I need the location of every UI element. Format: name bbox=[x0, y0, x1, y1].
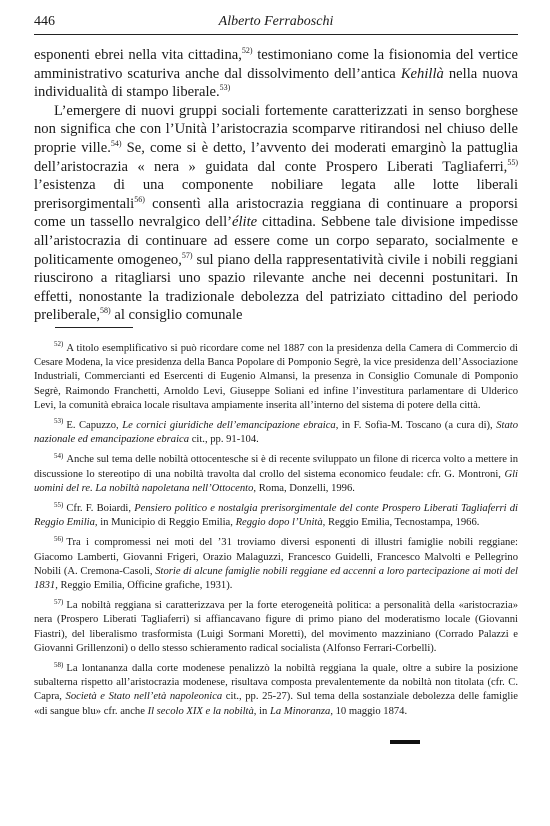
text-run: l’esistenza di una componente nobiliare legata alle lotte liberali prerisorgimentali bbox=[34, 177, 518, 212]
text-run: , Reggio Emilia, Tecnostampa, 1966. bbox=[322, 517, 480, 529]
text-run: Cfr. F. Boiardi, bbox=[66, 503, 135, 515]
footnote-52 bbox=[34, 342, 518, 413]
footnote-separator bbox=[55, 327, 133, 328]
footnote-ref-54[interactable]: 54) bbox=[110, 139, 122, 149]
italic-title: Reggio dopo l’Unità bbox=[235, 517, 323, 529]
footnote-56 bbox=[34, 536, 518, 593]
italic-title: La Minoranza bbox=[269, 705, 331, 717]
italic-title: Gli uomini del re. La nobiltà napoletana nell’Ottocento bbox=[34, 468, 518, 494]
italic-term: Kehillà bbox=[400, 65, 444, 82]
text-run: Anche sul tema delle nobiltà ottocentesche si è di recente sviluppato un filone di ricerca volto a mettere in discussione lo stereotipo di una nobiltà travolta dal crollo del sistema economico feudale: cfr. G. Montroni, bbox=[34, 454, 518, 480]
paragraph-1 bbox=[34, 46, 518, 102]
page-header bbox=[34, 12, 518, 35]
text-run: E. Capuzzo, bbox=[66, 420, 123, 432]
footnote-number: 57) bbox=[54, 597, 64, 606]
text-run: esponenti ebrei nella vita cittadina, bbox=[34, 47, 242, 63]
footnote-57 bbox=[34, 599, 518, 656]
footnote-ref-55[interactable]: 55) bbox=[507, 157, 518, 167]
footnote-number: 58) bbox=[54, 660, 64, 669]
footnote-text: A titolo esemplificativo si può ricordare come nel 1887 con la presidenza della Camera di Commercio di Cesare Modena, la vice presidenza della Banca Popolare di Pomponio Segrè, la vice presidenza dell’Associazione Industriali, Commercianti ed Esercenti di Eugenio Almansi, la presenza in Consiglio Comunale di Pomponio Segrè, Raimondo Franchetti, Arnoldo Levi, Giuseppe Soliani ed infine l’investitura parlamentare di Ulderico Levi, la comunità ebraica locale risultava ampiamente inserita all’interno del sistema di potere della città. bbox=[34, 343, 518, 411]
main-text bbox=[34, 46, 518, 325]
text-run: cittadina. Sebbene tale divisione impedisse all’aristocrazia di continuare ad essere come un corpo separato, socialmente e politicamente omogeneo, bbox=[34, 214, 519, 268]
text-run: nella nuova individualità di stampo liberale. bbox=[34, 65, 518, 101]
text-run: testimoniano come la fisionomia del vertice amministrativo scaturiva anche dal dissolvimento dell’antica bbox=[34, 47, 519, 82]
text-run: cit., pp. 25-27). Sul tema della sostanziale debolezza delle famiglie «di sangue blu» cfr. anche bbox=[34, 691, 518, 717]
footnote-number: 53) bbox=[54, 417, 64, 426]
text-run: , in Municipio di Reggio Emilia, bbox=[94, 517, 236, 529]
footnote-number: 56) bbox=[54, 534, 64, 543]
footnote-number: 55) bbox=[54, 500, 64, 509]
footnote-58 bbox=[34, 662, 518, 719]
text-run: Se, come si è detto, l’avvento dei moderati emarginò la pattuglia dell’aristocrazia « nera » guidata dal conte Prospero Liberati Tagliaferri, bbox=[34, 139, 518, 175]
text-run: sul piano della rappresentatività civile i nobili reggiani riuscirono a ritagliarsi uno spazio rilevante anche nei decenni postunitari. In effetti, nonostante la tradizionale debolezza del patriziato cittadino del periodo preliberale, bbox=[34, 251, 518, 324]
text-run: al consiglio comunale bbox=[110, 307, 243, 324]
footnote-ref-58[interactable]: 58) bbox=[100, 306, 111, 316]
footnotes bbox=[34, 342, 518, 725]
italic-title: Il secolo XIX e la nobiltà bbox=[147, 705, 254, 717]
text-run: consentì alla aristocrazia reggiana di continuare a proporsi come un tassello nevralgico dell’ bbox=[34, 195, 518, 231]
footnote-53 bbox=[34, 419, 518, 447]
italic-title: Storie di alcune famiglie nobili reggiane ed accenni a loro partecipazione ai moti del 1831 bbox=[34, 565, 518, 592]
text-run: cit., pp. 91-104. bbox=[189, 434, 259, 446]
footnote-text: La nobiltà reggiana si caratterizzava per la forte eterogeneità politica: a personalità della «aristocrazia» nera (Prospero Liberati Tagliaferri) si affiancavano figure di primo piano del moderatismo locale (Giovanni Fiastri), del liberalismo trasformista (Luigi Sormani Moretti), del movimento mazziniano (Corrado Palazzi e Giovanni Grillenzoni) o dello stesso schieramento radical socialista (Alfonso Ferrari-Corbelli). bbox=[34, 600, 518, 654]
footnote-number: 52) bbox=[54, 340, 64, 349]
paragraph-2 bbox=[34, 102, 518, 325]
footnote-number: 54) bbox=[54, 451, 64, 460]
running-head: Alberto Ferraboschi bbox=[218, 14, 334, 29]
text-run: , in F. Sofia-M. Toscano (a cura di), bbox=[335, 420, 497, 432]
italic-title: Società e Stato nell’età napoleonica bbox=[65, 691, 223, 703]
footnote-55 bbox=[34, 502, 518, 530]
italic-title: Le cornici giuridiche dell’emancipazione ebraica bbox=[122, 420, 336, 432]
footnote-ref-53[interactable]: 53) bbox=[219, 83, 231, 93]
text-run: , Roma, Donzelli, 1996. bbox=[253, 482, 355, 494]
text-run: Tra i compromessi nei moti del ’31 troviamo diversi esponenti di illustri famiglie nobili reggiane: Giacomo Lamberti, Giovanni Frigeri, Orazio Malaguzzi, Francesco Guidelli, Francesco Malvolti e Pellegrino Nobili (A. Cremona-Casoli, bbox=[34, 537, 518, 577]
italic-title: Pensiero politico e nostalgia prerisorgimentale del conte Prospero Liberati Tagliaferri di Reggio Emilia bbox=[34, 503, 518, 529]
footnote-54 bbox=[34, 453, 518, 496]
text-run: , Reggio Emilia, Officine grafiche, 1931). bbox=[55, 580, 233, 592]
footnote-ref-56[interactable]: 56) bbox=[134, 194, 145, 204]
footnote-ref-57[interactable]: 57) bbox=[181, 250, 193, 260]
text-run: , in bbox=[253, 705, 270, 717]
ink-mark bbox=[390, 740, 420, 744]
italic-term: élite bbox=[232, 214, 258, 231]
text-run: La lontananza dalla corte modenese penalizzò la nobiltà reggiana la quale, oltre a subire la posizione subalterna rispetto all’aristocrazia modenese, risultava composta prevalentemente da nobiltà non titolata (cfr. C. Capra, bbox=[34, 663, 518, 703]
page-number: 446 bbox=[34, 14, 55, 29]
footnote-ref-52[interactable]: 52) bbox=[241, 46, 253, 56]
italic-title: Stato nazionale ed emancipazione ebraica bbox=[34, 420, 518, 446]
text-run: L’emergere di nuovi gruppi sociali fortemente caratterizzati in senso borghese non significa che con l’Unità l’aristocrazia scomparve ritirandosi nel chiuso delle proprie ville. bbox=[34, 102, 518, 156]
text-run: , 10 maggio 1874. bbox=[330, 705, 408, 717]
